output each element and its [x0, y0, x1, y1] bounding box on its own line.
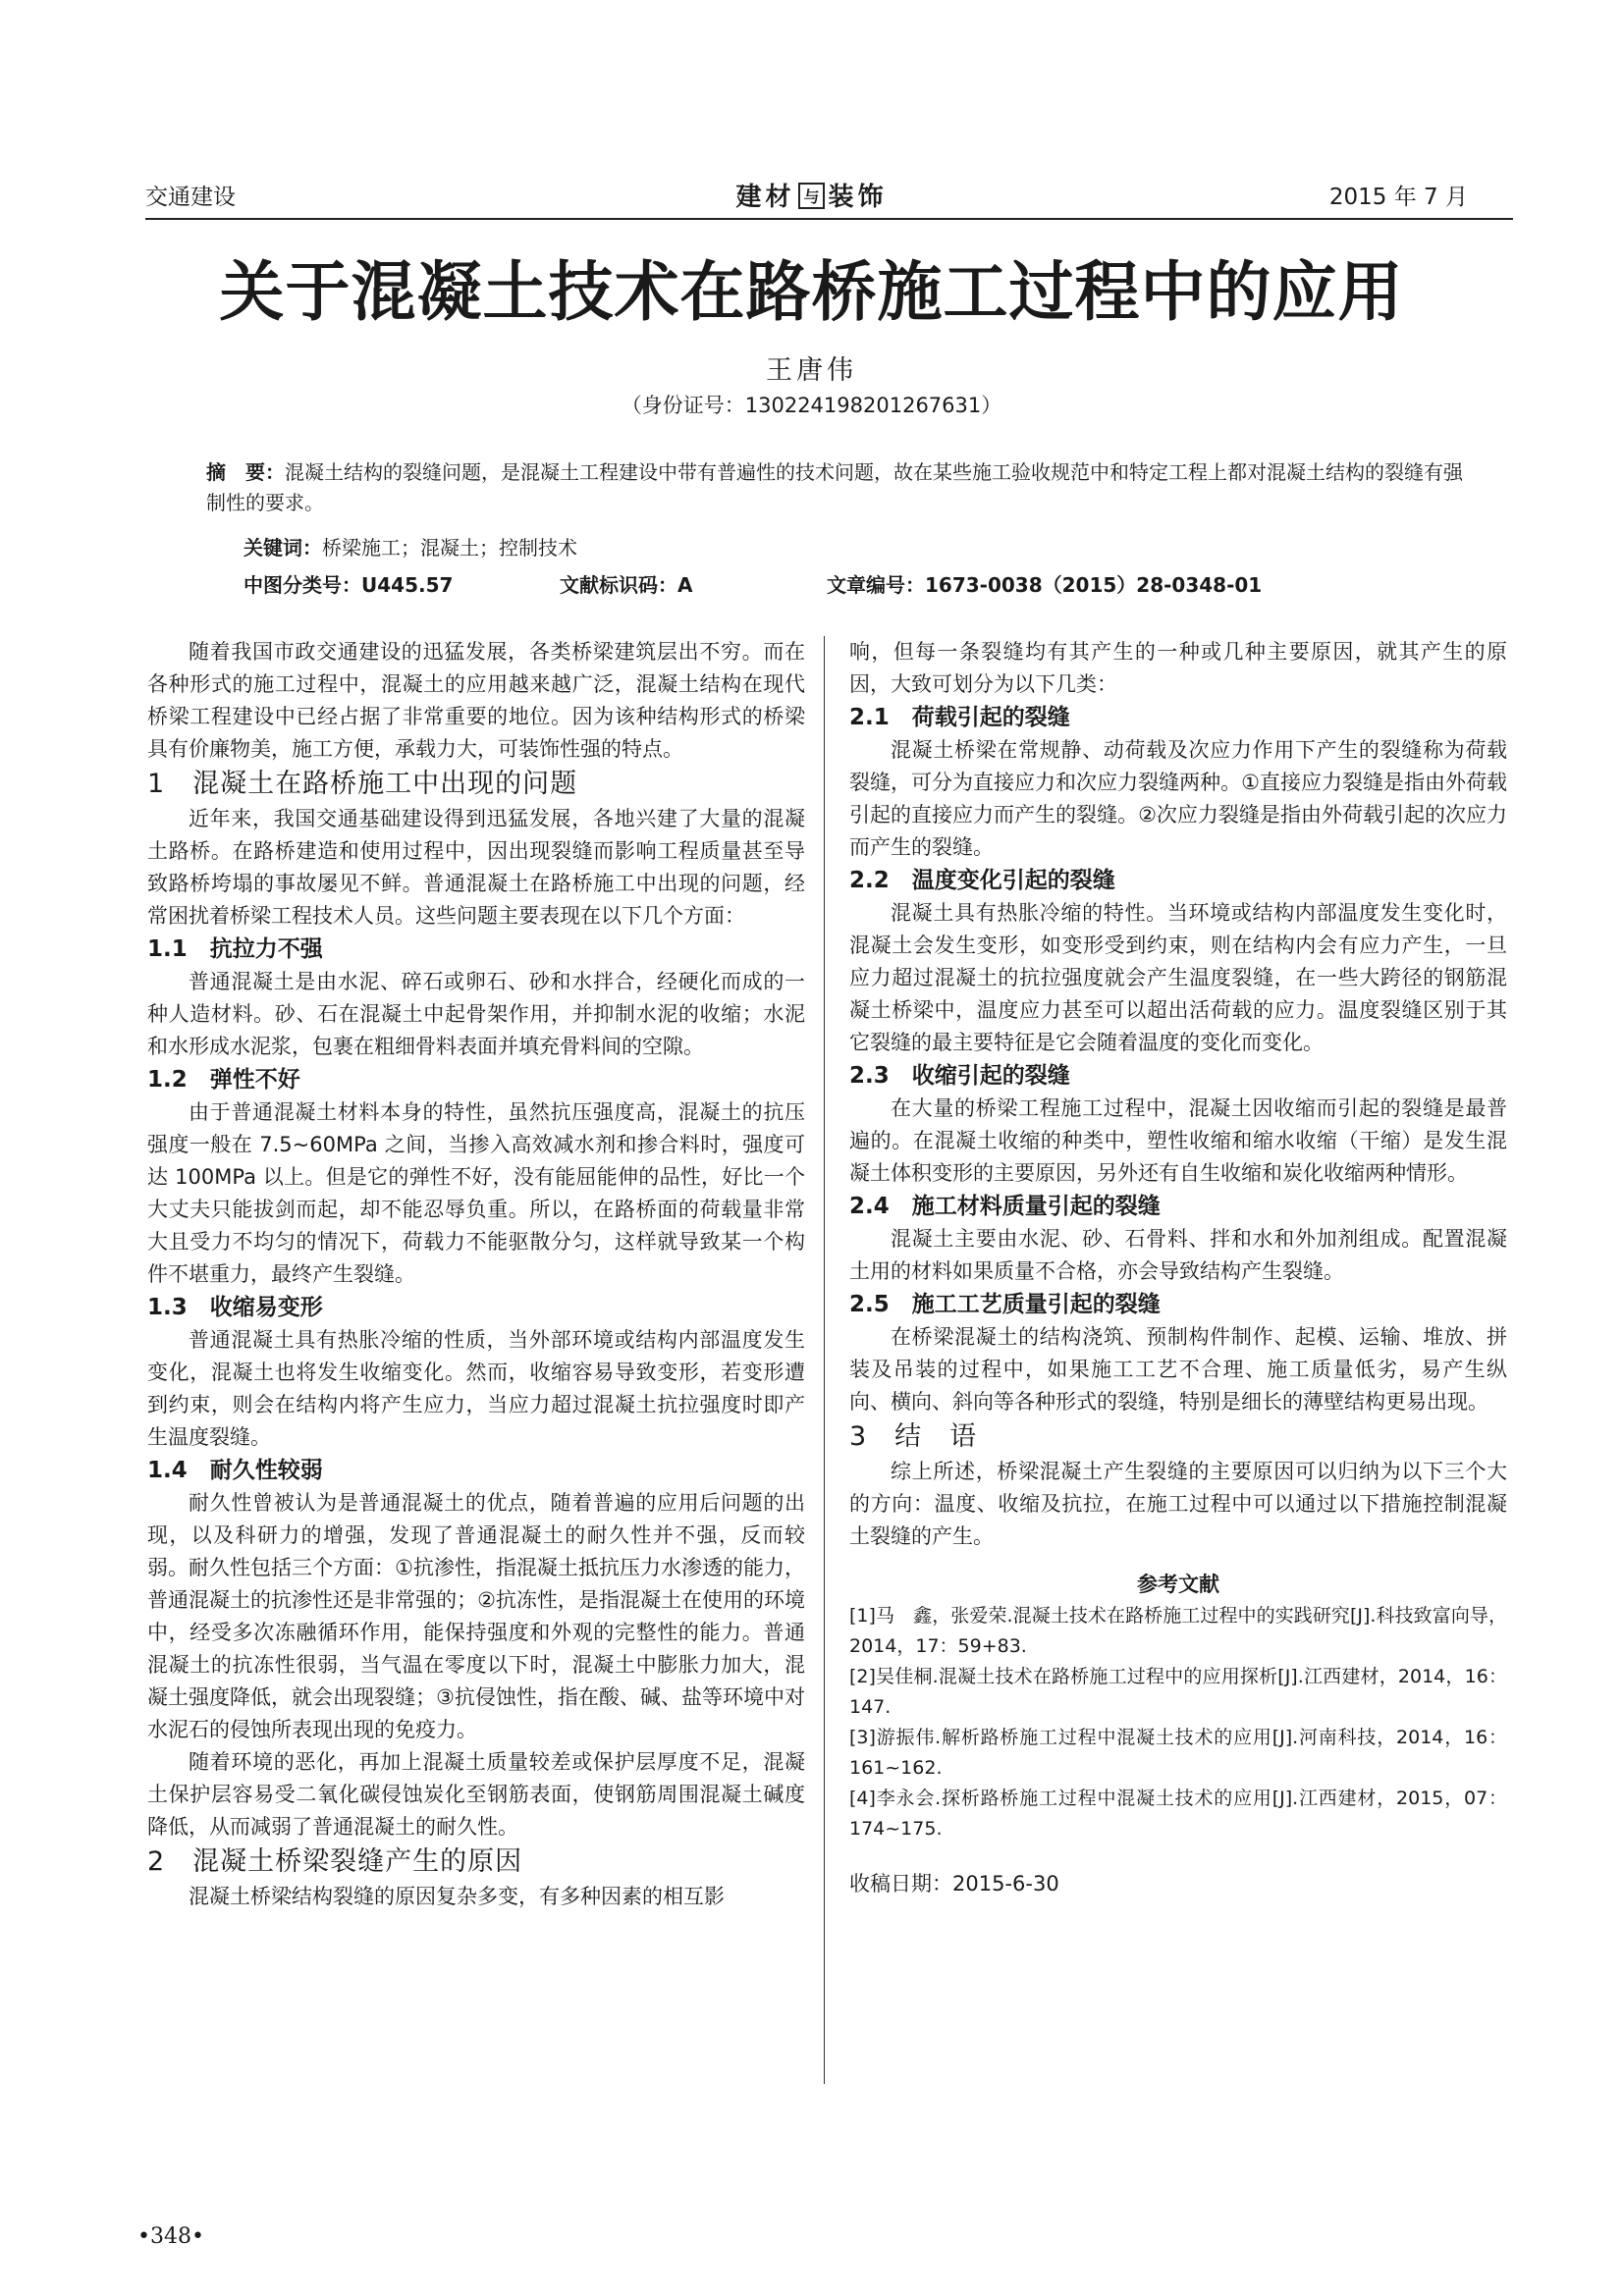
keywords [243, 532, 577, 561]
references-heading: 参考文献 [1137, 1573, 1219, 1596]
section-2-5-heading: 2.5 施工工艺质量引起的裂缝 [849, 1292, 1161, 1317]
reference-item: [2]吴佳桐.混凝土技术在路桥施工过程中的应用探析[J].江西建材，2014，16：147. [849, 1666, 1507, 1718]
section-2-1-heading: 2.1 荷载引起的裂缝 [849, 705, 1070, 730]
left-column [147, 636, 805, 1913]
received-date: 收稿日期：2015-6-30 [849, 1872, 1059, 1896]
journal-section: 交通建设 [145, 185, 236, 210]
journal-name-part1: 建材 [735, 183, 795, 212]
reference-item: [3]游振伟.解析路桥施工过程中混凝土技术的应用[J].河南科技，2014，16：161~162. [849, 1727, 1507, 1779]
section-1-3-paragraph: 普通混凝土具有热胀冷缩的性质，当外部环境或结构内部温度发生变化，混凝土也将发生收缩变化。然而，收缩容易导致变形，若变形遭到约束，则会在结构内将产生应力，当应力超过混凝土抗拉强度时即产生温度裂缝。 [147, 1328, 805, 1449]
section-2-2-paragraph: 混凝土具有热胀冷缩的特性。当环境或结构内部温度发生变化时，混凝土会发生变形，如变形受到约束，则在结构内会有应力产生，一旦应力超过混凝土的抗拉强度就会产生温度裂缝，在一些大跨径的钢筋混凝土桥梁中，温度应力甚至可以超出活荷载的应力。温度裂缝区别于其它裂缝的最主要特征是它会随着温度的变化而变化。 [849, 901, 1507, 1054]
author: 王唐伟 [766, 355, 857, 386]
section-1-2-paragraph: 由于普通混凝土材料本身的特性，虽然抗压强度高，混凝土的抗压强度一般在 7.5~60MPa 之间，当掺入高效减水剂和掺合料时，强度可达 100MPa 以上。但是它的弹性不好，没有能屈能伸的品性，好比一个大丈夫只能拔剑而起，却不能忍辱负重。所以，在路桥面的荷载量非常大且受力不均匀的情况下，荷载力不能驱散分匀，这样就导致某一个构件不堪重力，最终产生裂缝。 [147, 1100, 805, 1286]
article-number: 文章编号：1673-0038（2015）28-0348-01 [827, 573, 1263, 597]
section-2-3-heading: 2.3 收缩引起的裂缝 [849, 1063, 1070, 1089]
section-1-2-heading: 1.2 弹性不好 [147, 1067, 300, 1093]
author-id: （身份证号：130224198201267631） [621, 394, 1002, 417]
abstract-label: 摘 要： [206, 460, 285, 484]
section-2-paragraph: 混凝土桥梁结构裂缝的原因复杂多变，有多种因素的相互影 [189, 1885, 725, 1908]
header-rule [145, 218, 1513, 220]
article-title: 关于混凝土技术在路桥施工过程中的应用 [219, 253, 1404, 330]
section-2-3-paragraph: 在大量的桥梁工程施工过程中，混凝土因收缩而引起的裂缝是最普遍的。在混凝土收缩的种类中，塑性收缩和缩水收缩（干缩）是发生混凝土体积变形的主要原因，另外还有自生收缩和炭化收缩两种情形。 [849, 1096, 1507, 1185]
document-code: 文献标识码：A [560, 573, 693, 597]
section-1-1-paragraph: 普通混凝土是由水泥、碎石或卵石、砂和水拌合，经硬化而成的一种人造材料。砂、石在混凝土中起骨架作用，并抑制水泥的收缩；水泥和水形成水泥浆，包裹在粗细骨料表面并填充骨料间的空隙。 [147, 970, 805, 1058]
section-3-paragraph: 综上所述，桥梁混凝土产生裂缝的主要原因可以归纳为以下三个大的方向：温度、收缩及抗拉，在施工过程中可以通过以下措施控制混凝土裂缝的产生。 [849, 1460, 1507, 1548]
section-2-paragraph-cont: 响，但每一条裂缝均有其产生的一种或几种主要原因，就其产生的原因，大致可划分为以下几类： [849, 640, 1507, 696]
column-divider [824, 636, 825, 2084]
reference-item: [4]李永会.探析路桥施工过程中混凝土技术的应用[J].江西建材，2015，07：174~175. [849, 1788, 1507, 1840]
keywords-label: 关键词： [243, 536, 322, 560]
reference-item: [1]马 鑫，张爱荣.混凝土技术在路桥施工过程中的实践研究[J].科技致富向导，2014，17：59+83. [849, 1605, 1507, 1657]
issue-date: 2015 年 7 月 [1328, 185, 1468, 210]
section-1-heading: 1 混凝土在路桥施工中出现的问题 [147, 769, 578, 799]
abstract-text: 混凝土结构的裂缝问题，是混凝土工程建设中带有普遍性的技术问题，故在某些施工验收规范中和特定工程上都对混凝土结构的裂缝有强制性的要求。 [206, 460, 1463, 514]
keywords-text: 桥梁施工；混凝土；控制技术 [322, 536, 577, 560]
page-number: •348• [137, 2224, 204, 2249]
journal-name-part2: 装饰 [828, 183, 888, 212]
right-column [849, 636, 1507, 1900]
intro-paragraph: 随着我国市政交通建设的迅猛发展，各类桥梁建筑层出不穷。而在各种形式的施工过程中，混凝土的应用越来越广泛，混凝土结构在现代桥梁工程建设中已经占据了非常重要的地位。因为该种结构形式的桥梁具有价廉物美，施工方便，承载力大，可装饰性强的特点。 [147, 640, 805, 761]
section-2-4-heading: 2.4 施工材料质量引起的裂缝 [849, 1194, 1161, 1219]
abstract [206, 457, 1473, 518]
section-1-4-paragraph: 耐久性曾被认为是普通混凝土的优点，随着普遍的应用后问题的出现，以及科研力的增强，发现了普通混凝土的耐久性并不强，反而较弱。耐久性包括三个方面：①抗渗性，指混凝土抵抗压力水渗透的能力，普通混凝土的抗渗性还是非常强的；②抗冻性，是指混凝土在使用的环境中，经受多次冻融循环作用，能保持强度和外观的完整性的能力。普通混凝土的抗冻性很弱，当气温在零度以下时，混凝土中膨胀力加大，混凝土强度降低，就会出现裂缝；③抗侵蚀性，指在酸、碱、盐等环境中对水泥石的侵蚀所表现出现的免疫力。 [147, 1491, 805, 1741]
section-2-4-paragraph: 混凝土主要由水泥、砂、石骨料、拌和水和外加剂组成。配置混凝土用的材料如果质量不合格，亦会导致结构产生裂缝。 [849, 1227, 1507, 1283]
clc-number: 中图分类号：U445.57 [243, 573, 454, 597]
section-2-2-heading: 2.2 温度变化引起的裂缝 [849, 868, 1115, 893]
section-2-heading: 2 混凝土桥梁裂缝产生的原因 [147, 1846, 523, 1877]
section-2-1-paragraph: 混凝土桥梁在常规静、动荷载及次应力作用下产生的裂缝称为荷载裂缝，可分为直接应力和次应力裂缝两种。①直接应力裂缝是指由外荷载引起的直接应力而产生的裂缝。②次应力裂缝是指由外荷载引起的次应力而产生的裂缝。 [849, 738, 1507, 859]
section-2-5-paragraph: 在桥梁混凝土的结构浇筑、预制构件制作、起模、运输、堆放、拼装及吊装的过程中，如果施工工艺不合理、施工质量低劣，易产生纵向、横向、斜向等各种形式的裂缝，特别是细长的薄壁结构更易出现。 [849, 1325, 1507, 1414]
section-1-4-heading: 1.4 耐久性较弱 [147, 1458, 323, 1483]
journal-name-box: 与 [798, 183, 824, 209]
section-1-1-heading: 1.1 抗拉力不强 [147, 936, 323, 962]
section-1-4-paragraph-2: 随着环境的恶化，再加上混凝土质量较差或保护层厚度不足，混凝土保护层容易受二氧化碳侵蚀炭化至钢筋表面，使钢筋周围混凝土碱度降低，从而减弱了普通混凝土的耐久性。 [147, 1750, 805, 1839]
section-1-3-heading: 1.3 收缩易变形 [147, 1295, 323, 1320]
section-1-paragraph: 近年来，我国交通基础建设得到迅猛发展，各地兴建了大量的混凝土路桥。在路桥建造和使用过程中，因出现裂缝而影响工程质量甚至导致路桥垮塌的事故屡见不鲜。普通混凝土在路桥施工中出现的问题，经常困扰着桥梁工程技术人员。这些问题主要表现在以下几个方面： [147, 807, 805, 928]
section-3-heading: 3 结 语 [849, 1421, 978, 1452]
